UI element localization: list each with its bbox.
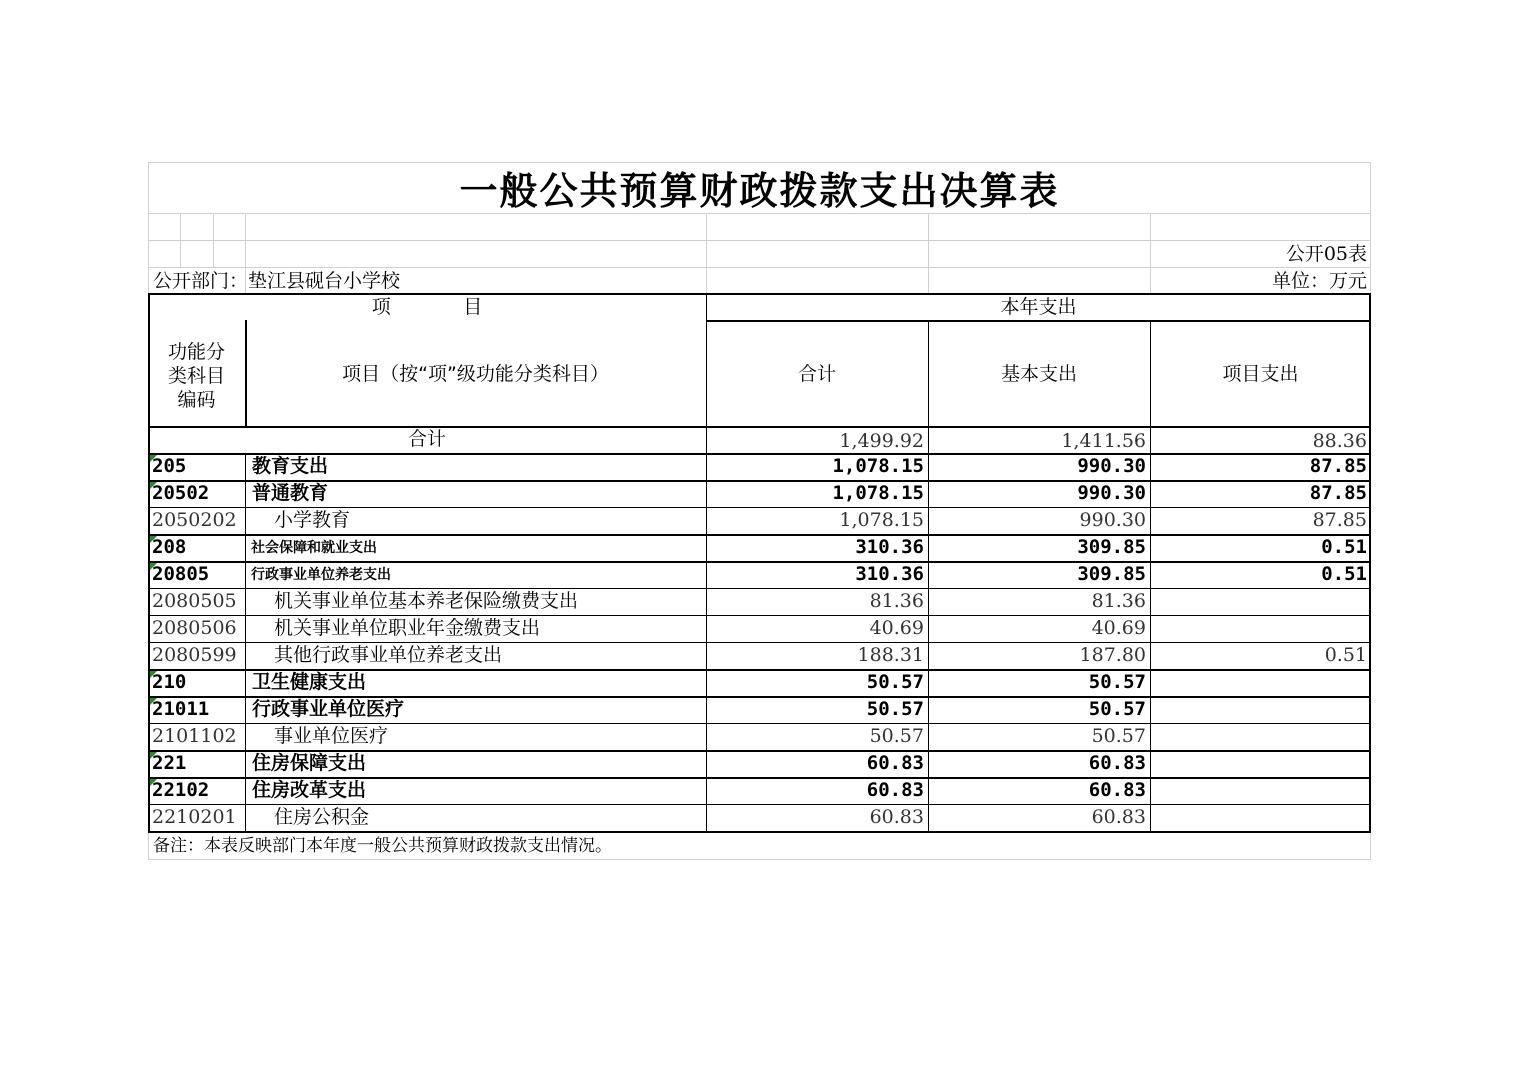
row-project: 0.51 <box>1321 536 1367 558</box>
row-basic: 309.85 <box>1077 536 1146 558</box>
gridline <box>148 267 1371 268</box>
row-border <box>148 642 1371 643</box>
row-name: 住房公积金 <box>274 806 370 828</box>
row-name: 其他行政事业单位养老支出 <box>274 644 503 666</box>
row-code: 20805 <box>152 563 210 585</box>
unit-label: 单位：万元 <box>1271 270 1367 292</box>
gridline <box>706 213 707 294</box>
row-code: 20502 <box>152 482 210 504</box>
gridline <box>148 240 1371 241</box>
row-basic: 187.80 <box>1079 644 1146 666</box>
row-border <box>148 588 1371 589</box>
row-project: 0.51 <box>1324 644 1367 666</box>
row-code: 22102 <box>152 779 210 801</box>
row-total: 310.36 <box>855 563 924 585</box>
row-total: 60.83 <box>866 752 924 774</box>
row-total: 1,078.15 <box>839 509 924 531</box>
table-border <box>148 426 1371 428</box>
row-name: 行政事业单位养老支出 <box>251 567 391 583</box>
row-border <box>148 453 1371 455</box>
row-total: 40.69 <box>869 617 924 639</box>
row-code: 205 <box>152 455 187 477</box>
row-border <box>148 534 1371 536</box>
table-border <box>706 320 1371 322</box>
gridline <box>148 859 1371 860</box>
row-basic: 309.85 <box>1077 563 1146 585</box>
row-border <box>148 507 1371 508</box>
gridline <box>180 213 181 267</box>
row-total: 310.36 <box>855 536 924 558</box>
table-border <box>148 831 1371 833</box>
row-name: 教育支出 <box>252 455 329 477</box>
row-project: 87.85 <box>1309 482 1367 504</box>
row-code: 221 <box>152 752 187 774</box>
header-code-line: 功能分 <box>167 341 225 363</box>
header-item-group: 项 目 <box>371 296 483 318</box>
row-name: 机关事业单位职业年金缴费支出 <box>274 617 541 639</box>
row-name: 普通教育 <box>252 482 329 504</box>
total-row-label: 合计 <box>407 428 446 450</box>
row-total: 60.83 <box>866 779 924 801</box>
header-basic-col: 基本支出 <box>1000 363 1077 385</box>
row-code: 2210201 <box>152 806 237 828</box>
page-title: 一般公共预算财政拨款支出决算表 <box>459 168 1060 213</box>
gridline <box>148 213 1371 214</box>
row-name: 卫生健康支出 <box>252 671 367 693</box>
row-basic: 81.36 <box>1091 590 1146 612</box>
row-total: 50.57 <box>869 725 924 747</box>
row-total: 50.57 <box>866 698 924 720</box>
total-row-basic: 1,411.56 <box>1061 430 1146 452</box>
row-project: 87.85 <box>1309 455 1367 477</box>
row-total: 1,078.15 <box>832 482 924 504</box>
row-name: 行政事业单位医疗 <box>252 698 405 720</box>
row-name: 住房保障支出 <box>252 752 367 774</box>
total-row-total: 1,499.92 <box>839 430 924 452</box>
row-total: 50.57 <box>866 671 924 693</box>
table-border <box>148 293 1371 295</box>
row-border <box>148 804 1371 805</box>
total-row-project: 88.36 <box>1312 430 1367 452</box>
row-border <box>148 723 1371 724</box>
row-basic: 60.83 <box>1091 806 1146 828</box>
row-total: 60.83 <box>869 806 924 828</box>
row-total: 188.31 <box>857 644 924 666</box>
row-basic: 990.30 <box>1077 482 1146 504</box>
gridline <box>148 162 1371 163</box>
row-basic: 50.57 <box>1088 671 1146 693</box>
row-name: 社会保障和就业支出 <box>251 540 377 556</box>
department-label: 公开部门：垫江县砚台小学校 <box>153 270 401 292</box>
row-border <box>148 480 1371 482</box>
row-code: 2080506 <box>152 617 237 639</box>
gridline <box>928 213 929 294</box>
header-code-col <box>148 340 245 412</box>
footnote: 备注：本表反映部门本年度一般公共预算财政拨款支出情况。 <box>153 836 612 856</box>
row-total: 1,078.15 <box>832 455 924 477</box>
row-basic: 990.30 <box>1079 509 1146 531</box>
row-project: 0.51 <box>1321 563 1367 585</box>
row-code: 2080505 <box>152 590 237 612</box>
gridline <box>213 213 214 267</box>
row-basic: 990.30 <box>1077 455 1146 477</box>
row-basic: 60.83 <box>1088 752 1146 774</box>
row-basic: 40.69 <box>1091 617 1146 639</box>
header-total-col: 合计 <box>797 363 836 385</box>
row-basic: 60.83 <box>1088 779 1146 801</box>
row-code: 2080599 <box>152 644 237 666</box>
header-expense-group: 本年支出 <box>1000 296 1077 318</box>
gridline <box>1150 213 1151 294</box>
row-name: 机关事业单位基本养老保险缴费支出 <box>274 590 579 612</box>
row-basic: 50.57 <box>1088 698 1146 720</box>
budget-sheet <box>148 162 1371 860</box>
row-basic: 50.57 <box>1091 725 1146 747</box>
row-code: 2101102 <box>152 725 237 747</box>
row-border <box>148 561 1371 563</box>
row-name: 住房改革支出 <box>252 779 367 801</box>
row-code: 21011 <box>152 698 210 720</box>
row-border <box>148 615 1371 616</box>
header-code-line: 类科目 <box>167 365 225 387</box>
header-project-col: 项目支出 <box>1222 363 1299 385</box>
header-name-col: 项目（按“项”级功能分类科目） <box>342 363 609 385</box>
row-project: 87.85 <box>1312 509 1367 531</box>
row-total: 81.36 <box>869 590 924 612</box>
row-code: 208 <box>152 536 187 558</box>
row-name: 小学教育 <box>274 509 351 531</box>
header-code-line: 编码 <box>177 389 216 411</box>
row-name: 事业单位医疗 <box>274 725 389 747</box>
row-code: 210 <box>152 671 187 693</box>
row-code: 2050202 <box>152 509 237 531</box>
table-number: 公开05表 <box>1285 243 1367 265</box>
